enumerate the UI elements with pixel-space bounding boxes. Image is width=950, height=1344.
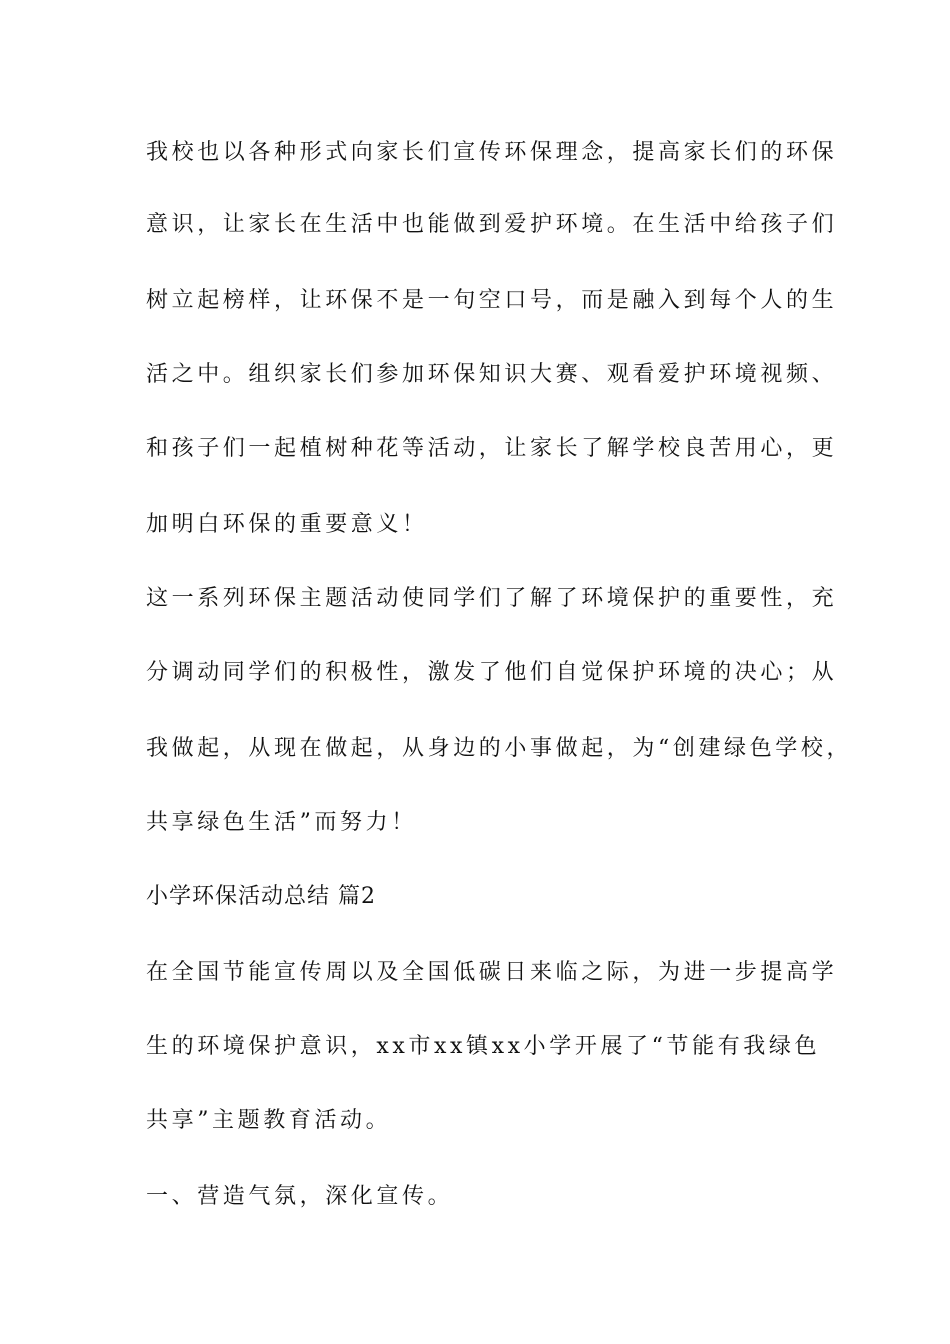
paragraph-line: 树立起榜样，让环保不是一句空口号，而是融入到每个人的生 <box>146 288 838 313</box>
paragraph-line: 生的环境保护意识，xx市xx镇xx小学开展了“节能有我绿色 <box>146 1034 821 1059</box>
section-heading: 小学环保活动总结 篇2 <box>146 884 376 909</box>
paragraph-line: 我做起，从现在做起，从身边的小事做起，为“创建绿色学校， <box>146 736 853 761</box>
paragraph-line: 共享绿色生活”而努力！ <box>146 810 417 835</box>
paragraph-line: 共享”主题教育活动。 <box>146 1108 392 1133</box>
paragraph-line: 意识，让家长在生活中也能做到爱护环境。在生活中给孩子们 <box>146 212 838 237</box>
paragraph-line: 这一系列环保主题活动使同学们了解了环境保护的重要性，充 <box>146 586 838 611</box>
paragraph-line: 和孩子们一起植树种花等活动，让家长了解学校良苦用心，更 <box>146 436 838 461</box>
paragraph-line: 分调动同学们的积极性，激发了他们自觉保护环境的决心；从 <box>146 660 838 685</box>
paragraph-line: 活之中。组织家长们参加环保知识大赛、观看爱护环境视频、 <box>146 362 838 387</box>
paragraph-line: 加明白环保的重要意义！ <box>146 512 428 537</box>
subsection-heading: 一、营造气氛，深化宣传。 <box>146 1184 454 1209</box>
paragraph-line: 我校也以各种形式向家长们宣传环保理念，提高家长们的环保 <box>146 140 838 165</box>
paragraph-line: 在全国节能宣传周以及全国低碳日来临之际，为进一步提高学 <box>146 960 838 985</box>
